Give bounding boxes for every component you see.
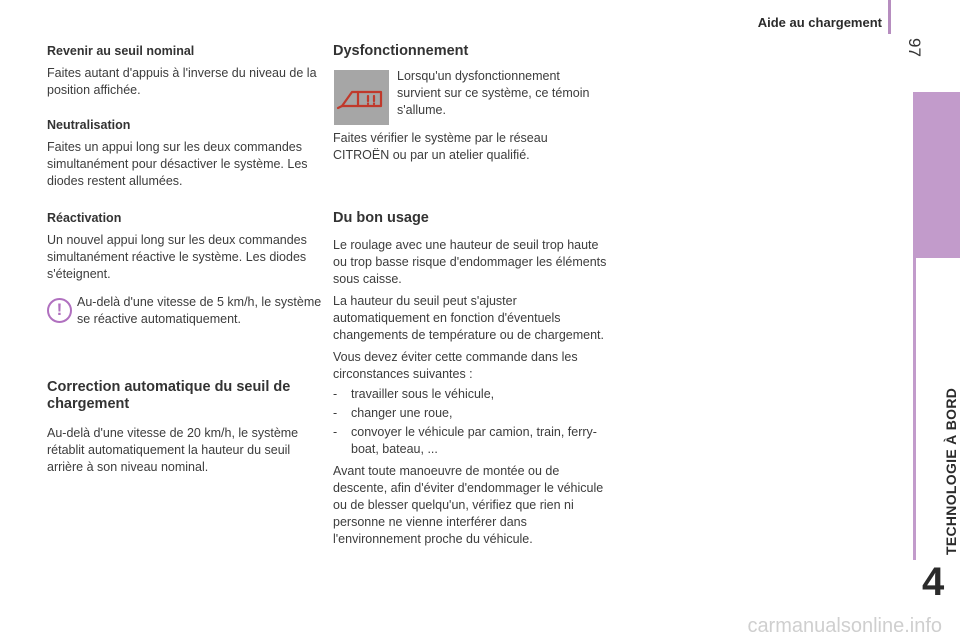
section-return-nominal — [47, 43, 319, 99]
usage-paragraph-3: Vous devez éviter cette commande dans les circonstances suivantes : — [333, 350, 578, 381]
section-reactivation — [47, 210, 319, 283]
truck-alert-icon — [334, 70, 389, 125]
page-number: 97 — [905, 38, 924, 57]
section-text: Au-delà d'une vitesse de 20 km/h, le système rétablit automatiquement la hauteur du seuil arrière à son niveau nominal. — [47, 426, 299, 474]
watermark: carmanualsonline.info — [747, 615, 942, 637]
section-auto-correction — [47, 379, 319, 476]
malfunction-warning-icon — [334, 70, 389, 125]
warning-text: Au-delà d'une vitesse de 5 km/h, le système se réactive automatiquement. — [77, 295, 322, 326]
section-malfunction — [333, 43, 608, 60]
section-heading: Du bon usage — [333, 210, 429, 226]
header-divider — [888, 0, 891, 34]
chapter-number: 4 — [922, 560, 945, 604]
usage-paragraph-4: Avant toute manoeuvre de montée ou de descente, afin d'éviter d'endommager le véhicule ou de blesser quelqu'un, vérifiez que rien ni personne ne vienne interférer dans l'environnement proche du véhicule. — [333, 464, 604, 546]
usage-paragraph-2: La hauteur du seuil peut s'ajuster automatiquement en fonction d'éventuels changements de température ou de chargement. — [333, 294, 605, 342]
section-text: Faites autant d'appuis à l'inverse du niveau de la position affichée. — [47, 66, 317, 97]
section-heading: Dysfonctionnement — [333, 43, 469, 59]
page-header-title: Aide au chargement — [757, 15, 882, 30]
section-good-use — [333, 210, 608, 548]
section-title: Revenir au seuil nominal — [47, 44, 195, 58]
list-item: - convoyer le véhicule par camion, train, ferry-boat, bateau, ... — [333, 425, 597, 456]
section-title: Réactivation — [47, 211, 122, 225]
malfunction-icon-text: Lorsqu'un dysfonctionnement survient sur ce système, ce témoin s'allume. — [397, 69, 590, 117]
malfunction-icon-note — [397, 68, 597, 119]
malfunction-advice — [333, 130, 593, 164]
warning-note — [77, 294, 322, 328]
usage-bullet-list — [333, 386, 608, 458]
usage-paragraph-1: Le roulage avec une hauteur de seuil trop haute ou trop basse risque d'endommager les éléments sous caisse. — [333, 238, 607, 286]
section-text: Un nouvel appui long sur les deux commandes simultanément réactive le système. Les diodes s'éteignent. — [47, 233, 307, 281]
list-item: - travailler sous le véhicule, — [333, 387, 495, 401]
warning-icon: ! — [47, 298, 72, 323]
list-item: - changer une roue, — [333, 406, 453, 420]
section-heading: Correction automatique du seuil de chargement — [47, 379, 291, 412]
section-title: Neutralisation — [47, 118, 131, 132]
malfunction-text: Faites vérifier le système par le réseau CITROËN ou par un atelier qualifié. — [333, 131, 548, 162]
chapter-label: TECHNOLOGIE À BORD — [943, 387, 959, 555]
section-neutralisation — [47, 117, 319, 190]
section-text: Faites un appui long sur les deux commandes simultanément pour désactiver le système. Les diodes restent allumées. — [47, 140, 308, 188]
